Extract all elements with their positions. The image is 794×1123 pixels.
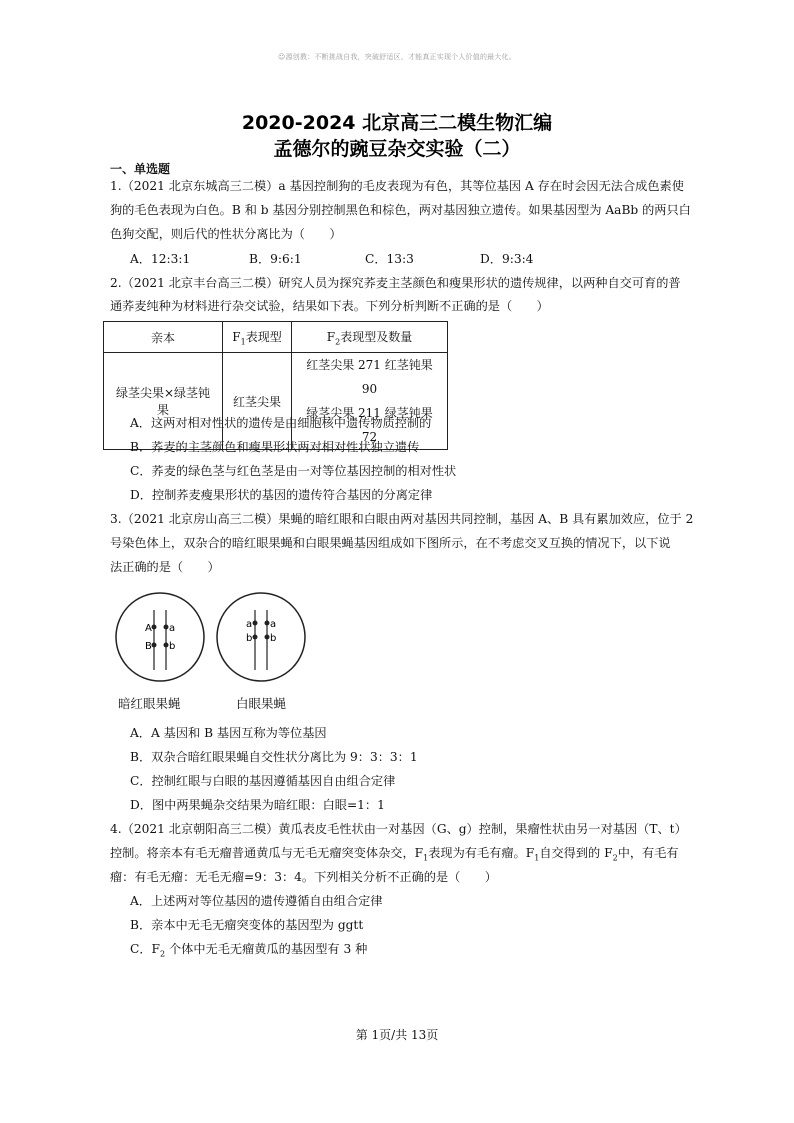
q2-stem-line-1: 2.（2021 北京丰台高三二模）研究人员为探究荞麦主茎颜色和瘦果形状的遗传规律，以两种自交可育的普 <box>110 276 681 290</box>
q3-stem-line-2: 号染色体上，双杂合的暗红眼果蝇和白眼果蝇基因组成如下图所示，在不考虑交叉互换的情况下，以下说 <box>110 536 671 550</box>
gene-locus-dot <box>164 643 169 648</box>
gene-label: A <box>145 623 152 634</box>
gene-label: b <box>270 633 277 644</box>
figure-caption-right: 白眼果蝇 <box>236 696 287 711</box>
q1-option-a: A．12:3:1 <box>130 252 191 266</box>
gene-label: b <box>246 633 253 644</box>
cell-parent: 绿茎尖果×绿茎钝果 <box>104 353 223 450</box>
header-f1: $F_1$表现型 <box>223 322 292 353</box>
chromosome-figure <box>112 590 312 690</box>
figure-caption-left: 暗红眼果蝇 <box>118 696 181 711</box>
gene-locus-dot <box>253 635 258 640</box>
q2-option-a: A．这两对相对性状的遗传是由细胞核中遗传物质控制的 <box>130 416 432 430</box>
q1-stem-line-3: 色狗交配，则后代的性状分离比为（ ） <box>110 227 342 241</box>
q3-option-c: C．控制红眼与白眼的基因遵循基因自由组合定律 <box>130 774 396 788</box>
watermark-text: ☺源创教：不断挑战自我，突破舒适区，才能真正实现个人价值的最大化。 <box>278 53 516 61</box>
q4-option-c: C．$F_2$ 个体中无毛无瘤黄瓜的基因型有 3 种 <box>130 942 368 959</box>
gene-locus-dot <box>253 621 258 626</box>
q2-stem-line-2: 通荞麦纯种为材料进行杂交试验，结果如下表。下列分析判断不正确的是（ ） <box>110 299 549 313</box>
gene-locus-dot <box>152 625 157 630</box>
gene-label: a <box>246 619 253 630</box>
gene-label: b <box>169 641 176 652</box>
q4-option-a: A．上述两对等位基因的遗传遵循自由组合定律 <box>130 894 383 908</box>
gene-locus-dot <box>265 635 270 640</box>
q3-stem-line-1: 3.（2021 北京房山高三二模）果蝇的暗红眼和白眼由两对基因共同控制，基因 A、B 具有累加效应，位于 2 <box>110 512 694 526</box>
table-header-row <box>104 322 448 353</box>
q4-stem-line-3: 瘤：有毛无瘤：无毛无瘤=9：3：4。下列相关分析不正确的是（ ） <box>110 870 497 884</box>
gene-locus-dot <box>152 643 157 648</box>
q4-option-b: B．亲本中无毛无瘤突变体的基因型为 ggtt <box>130 918 364 932</box>
q4-stem-line-2: 控制。将亲本有毛无瘤普通黄瓜与无毛无瘤突变体杂交，$F_1$表现为有毛有瘤。$F_1$自交得到的 $F_2$中，有毛有 <box>110 846 679 863</box>
q1-stem-line-2: 狗的毛色表现为白色。B 和 b 基因分别控制黑色和棕色，两对基因独立遗传。如果基因型为 AaBb 的两只白 <box>110 203 691 217</box>
cell-f2 <box>292 353 448 450</box>
table-row <box>104 353 448 450</box>
section-heading: 一、单选题 <box>110 162 171 176</box>
gene-label: a <box>169 623 176 634</box>
q1-option-c: C．13:3 <box>365 252 414 266</box>
gene-label: B <box>145 641 152 652</box>
q1-option-d: D．9:3:4 <box>480 252 534 266</box>
q2-option-c: C．荞麦的绿色茎与红色茎是由一对等位基因控制的相对性状 <box>130 464 457 478</box>
cell-f2-line-1: 红茎尖果 271 红茎钝果 90 <box>306 358 433 396</box>
page-number: 第 1页/共 13页 <box>355 1028 439 1042</box>
q3-stem-line-3: 法正确的是（ ） <box>110 560 220 574</box>
header-parent: 亲本 <box>104 322 223 353</box>
cell-f2-line-2: 绿茎尖果 211 绿茎钝果 72 <box>306 406 433 444</box>
gene-label: a <box>270 619 277 630</box>
gene-locus-dot <box>265 621 270 626</box>
q1-stem-line-1: 1.（2021 北京东城高三二模）a 基因控制狗的毛皮表现为有色，其等位基因 A 存在时会因无法合成色素使 <box>110 179 684 193</box>
q2-option-d: D．控制荞麦瘦果形状的基因的遗传符合基因的分离定律 <box>130 488 433 502</box>
header-f2: $F_2$表现型及数量 <box>292 322 448 353</box>
q3-option-a: A．A 基因和 B 基因互称为等位基因 <box>130 726 327 740</box>
q3-option-d: D．图中两果蝇杂交结果为暗红眼：白眼=1：1 <box>130 798 385 812</box>
document-title: 2020-2024 北京高三二模生物汇编 <box>241 112 553 134</box>
gene-locus-dot <box>164 625 169 630</box>
q1-option-b: B．9:6:1 <box>249 252 302 266</box>
q3-option-b: B．双杂合暗红眼果蝇自交性状分离比为 9：3：3：1 <box>130 750 418 764</box>
cell-f1: 红茎尖果 <box>223 353 292 450</box>
document-subtitle: 孟德尔的豌豆杂交实验（二） <box>273 138 521 160</box>
q4-stem-line-1: 4.（2021 北京朝阳高三二模）黄瓜表皮毛性状由一对基因（G、g）控制，果瘤性状由另一对基因（T、t） <box>110 822 687 836</box>
cell-circle-left <box>116 593 204 681</box>
cell-circle-right <box>217 593 305 681</box>
q2-option-b: B．荞麦的主茎颜色和瘦果形状两对相对性状独立遗传 <box>130 440 420 454</box>
